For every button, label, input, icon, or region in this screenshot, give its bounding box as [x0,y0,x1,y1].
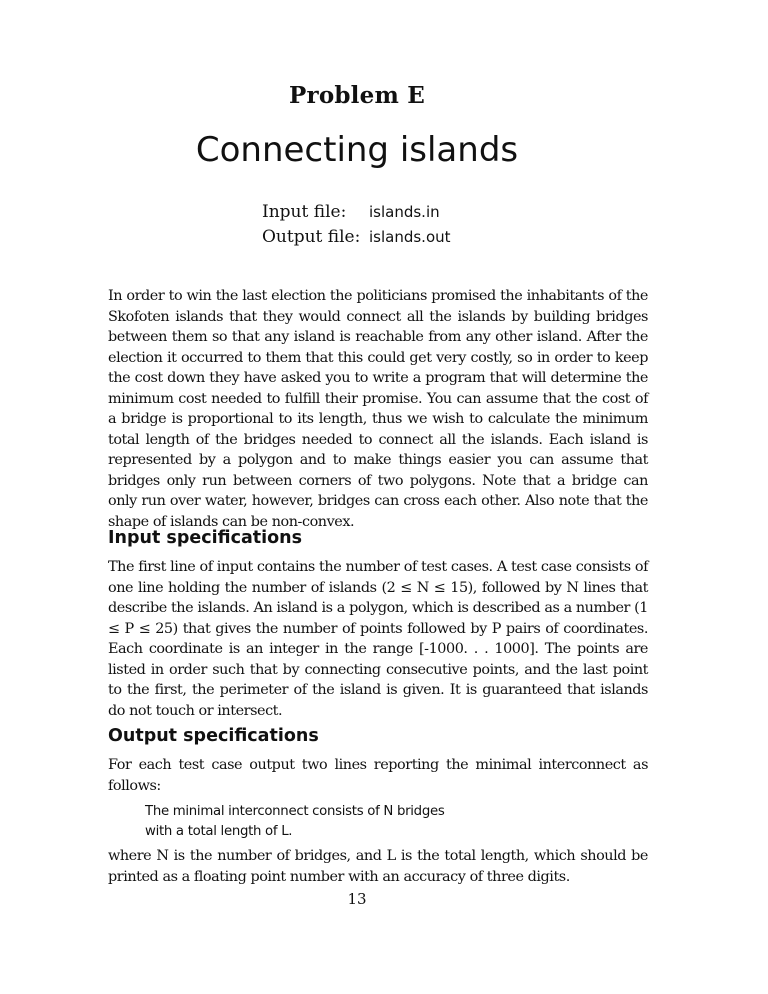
input-file-label: Input file: [262,202,347,222]
output-spec-heading: Output specifications [108,726,319,746]
output-sample-block [145,802,444,842]
intro-paragraph: In order to win the last election the politicians promised the inhabitants of the Skofoten islands that they would connect all the islands by building bridges between them so that any island is reachable from any other island. After the election it occurred to them that this could get very costly, so in order to keep the cost down they have asked you to write a program that will determine the minimum cost needed to fulfill their promise. You can assume that the cost of a bridge is proportional to its length, thus we wish to calculate the minimum total length of the bridges needed to connect all the islands. Each island is represented by a polygon and to make things easier you can assume that bridges only run between corners of two polygons. Note that a bridge can only run over water, however, bridges can cross each other. Also note that the shape of islands can be non-convex. [108,288,648,530]
input-file-value: islands.in [369,203,440,221]
page-number: 13 [347,890,367,908]
problem-label: Problem E [289,82,425,109]
output-file-label: Output file: [262,227,361,247]
io-files-table [262,200,451,250]
output-file-value: islands.out [369,228,451,246]
output-file-row [262,225,451,250]
output-explanation-paragraph: where N is the number of bridges, and L is the total length, which should be printed as a floating point number with an accuracy of three digits. [108,848,648,885]
input-spec-paragraph: The first line of input contains the number of test cases. A test case consists of one line holding the number of islands (2 ≤ N ≤ 15), followed by N lines that describe the islands. An island is a polygon, which is described as a number (1 ≤ P ≤ 25) that gives the number of points followed by P pairs of coordinates. Each coordinate is an integer in the range [-1000. . . 1000]. The points are listed in order such that by connecting consecutive points, and the last point to the first, the perimeter of the island is given. It is guaranteed that islands do not touch or intersect. [108,559,648,719]
output-spec-paragraph: For each test case output two lines reporting the minimal interconnect as follows: [108,757,648,794]
input-file-row [262,200,451,225]
input-spec-heading: Input specifications [108,528,303,548]
output-sample-line-2: with a total length of L. [145,824,293,839]
output-sample-line-1: The minimal interconnect consists of N bridges [145,804,445,819]
problem-title: Connecting islands [195,130,519,170]
